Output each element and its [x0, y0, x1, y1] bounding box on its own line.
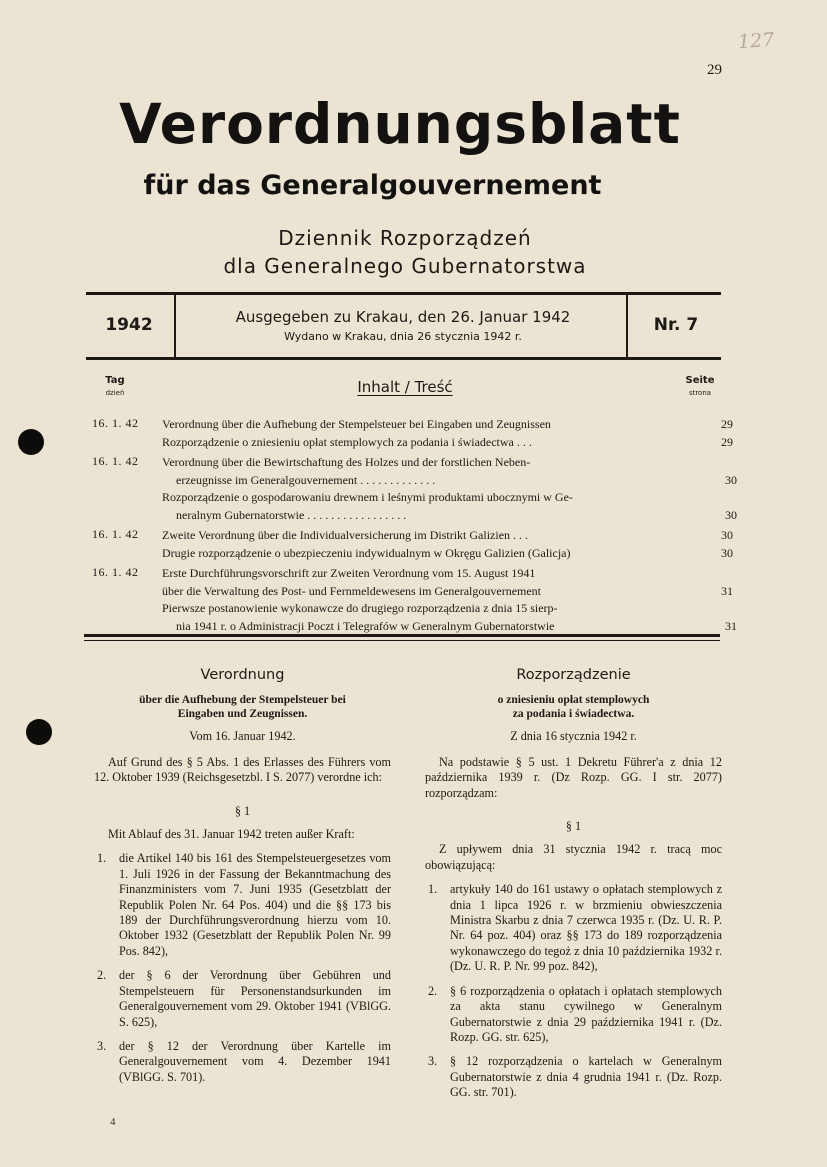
polish-subheading-line: o zniesieniu opłat stemplowych — [497, 694, 650, 707]
toc-entry-text: über die Verwaltung des Post- und Fernmeldewesens im Generalgouvernement — [162, 583, 542, 598]
issue-date-polish: Wydano w Krakau, dnia 26 stycznia 1942 r. — [284, 330, 522, 343]
toc-page-label: Seite — [685, 375, 715, 386]
toc-title: Inhalt / Treść — [357, 378, 453, 396]
polish-subheading — [425, 693, 722, 721]
divider — [174, 295, 176, 357]
divider — [626, 295, 628, 357]
toc-page-header — [680, 375, 720, 399]
german-paragraph-sign: § 1 — [234, 803, 251, 818]
list-item-number: 3. — [97, 1038, 107, 1053]
toc-entry-page: 30 — [721, 528, 733, 542]
handwritten-number: 127 — [737, 28, 775, 54]
polish-column — [425, 668, 722, 1110]
list-item — [425, 984, 722, 1046]
list-item-number: 1. — [97, 851, 107, 866]
toc-entry-text: neralnym Gubernatorstwie . . . . . . . . . . . . . . . . . — [176, 507, 407, 522]
toc-entry-line — [162, 545, 733, 563]
toc-entry-page: 29 — [721, 434, 733, 449]
list-item-text: die Artikel 140 bis 161 des Stempelsteuergesetzes vom 1. Juli 1926 in der Fassung der Bekanntmachung des Finanzministers vom 7. Juni 1935 (Gesetzblatt der Republik Polen Nr. 64 Pos. 404) und die §§ 173 bis 189 der Durchführungsverordnung hierzu vom 10. Oktober 1932 (Gesetzblatt der Republik Polen Nr. 99 Pos. 842), — [119, 851, 391, 958]
toc-entry-line — [162, 618, 737, 636]
toc-entry — [92, 565, 737, 635]
toc-entry-line — [162, 489, 707, 507]
german-subheading — [94, 693, 391, 721]
toc-day-label: Tag — [105, 375, 125, 386]
polish-date: Z dnia 16 stycznia 1942 r. — [510, 729, 637, 744]
german-heading: Verordnung — [200, 667, 285, 683]
toc-entry-line — [162, 507, 737, 525]
toc-entry-text: Verordnung über die Bewirtschaftung des Holzes und der forstlichen Neben- — [162, 455, 531, 469]
german-subheading-line: über die Aufhebung der Stempelsteuer bei — [139, 694, 346, 707]
toc-entry — [92, 454, 737, 524]
toc-entry — [92, 416, 733, 451]
german-subheading-line: Eingaben und Zeugnissen. — [177, 708, 308, 721]
toc-entry-text: erzeugnisse im Generalgouvernement . . . . . . . . . . . . . — [176, 472, 436, 487]
polish-paragraph-sign: § 1 — [565, 819, 582, 834]
list-item-text: § 6 rozporządzenia o opłatach i opłatach stemplowych za akta stanu cywilnego w Generalnym Gubernatorstwie z dnia 29 października 1941 r. (Dz. Rozp. GG. str. 625), — [450, 983, 722, 1044]
toc-entry-page: 30 — [721, 545, 733, 560]
list-item — [94, 968, 391, 1030]
issue-year: 1942 — [105, 315, 153, 335]
toc-page-label-polish: strona — [688, 389, 712, 397]
list-item-text: der § 12 der Verordnung über Kartelle im Generalgouvernement vom 4. Dezember 1941 (VBlGG. S. 701). — [119, 1038, 391, 1084]
toc-entry-page: 30 — [725, 472, 737, 487]
footer-number: 4 — [110, 1116, 116, 1128]
punch-hole — [18, 429, 44, 455]
list-item-text: der § 6 der Verordnung über Gebühren und Stempelsteuern für Personenstandsurkunden im Generalgouvernement vom 29. Oktober 1941 (VBlGG. S. 625), — [119, 968, 391, 1029]
list-item-number: 2. — [428, 983, 438, 998]
list-item-text: § 12 rozporządzenia o kartelach w Generalnym Gubernatorstwie z dnia 4 grudnia 1941 r. (Dz. Rozp. GG. str. 701). — [450, 1054, 722, 1100]
toc-entry-text: Pierwsze postanowienie wykonawcze do drugiego rozporządzenia z dnia 15 sierp- — [162, 601, 558, 615]
issue-bar — [86, 292, 721, 360]
polish-subheading-line: za podania i świadectwa. — [512, 708, 635, 721]
toc-entry-line — [162, 583, 733, 601]
toc-entry-line — [162, 472, 737, 490]
toc-entry-page: 31 — [721, 583, 733, 598]
issue-date-german: Ausgegeben zu Krakau, den 26. Januar 1942 — [235, 308, 571, 326]
toc-entry-line — [162, 600, 707, 618]
german-item-list — [94, 851, 391, 1085]
german-lead: Mit Ablauf des 31. Januar 1942 treten außer Kraft: — [108, 827, 355, 842]
issue-number: Nr. 7 — [653, 315, 699, 335]
punch-hole — [26, 719, 52, 745]
toc-entry-text: Drugie rozporządzenie o ubezpieczeniu indywidualnym w Okręgu Galizien (Galicja) — [162, 545, 571, 560]
german-intro: Auf Grund des § 5 Abs. 1 des Erlasses des Führers vom 12. Oktober 1939 (Reichsgesetzbl. I S. 2077) verordne ich: — [94, 754, 391, 785]
table-of-contents — [92, 416, 737, 638]
masthead-polish-line-2: dla Generalnego Gubernatorstwa — [223, 254, 587, 278]
page-number: 29 — [707, 62, 722, 78]
list-item — [425, 1054, 722, 1100]
toc-entry-text: Erste Durchführungsvorschrift zur Zweiten Verordnung vom 15. August 1941 — [162, 566, 536, 580]
toc-entry-line — [162, 454, 707, 472]
german-column — [94, 668, 391, 1094]
toc-entry-date: 16. 1. 42 — [92, 527, 139, 541]
polish-lead: Z upływem dnia 31 stycznia 1942 r. tracą moc obowiązującą: — [425, 842, 722, 872]
toc-entry-text: Rozporządzenie o zniesieniu opłat stemplowych za podania i świadectwa . . . — [162, 434, 532, 449]
toc-entry-text: Rozporządzenie o gospodarowaniu drewnem i leśnymi produktami ubocznymi w Ge- — [162, 490, 573, 504]
toc-entry-page: 31 — [725, 618, 737, 633]
list-item-text: artykuły 140 do 161 ustawy o opłatach stemplowych z dnia 1 lipca 1926 r. w brzmieniu obwieszczenia Ministra Skarbu z dnia 7 czerwca 1935 r. (Dz. U. R. P. Nr. 64 poz. 404) oraz §§ 173 do 189 rozporządzenia wykonawczego do tegoż z dnia 10 października 1932 r. (Dz. U. R. P. Nr. 99 poz. 842), — [450, 882, 722, 974]
toc-day-label-polish: dzień — [105, 389, 125, 397]
list-item — [94, 1039, 391, 1085]
toc-entry-page: 30 — [725, 507, 737, 522]
toc-entry-text: nia 1941 r. o Administracji Poczt i Telegrafów w Generalnym Gubernatorstwie — [176, 618, 555, 633]
polish-item-list — [425, 882, 722, 1100]
masthead-polish-line-1: Dziennik Rozporządzeń — [278, 226, 532, 250]
toc-entry-line — [162, 565, 707, 583]
toc-entry-date: 16. 1. 42 — [92, 416, 139, 430]
toc-entry-line — [162, 527, 733, 545]
polish-heading: Rozporządzenie — [516, 667, 631, 683]
toc-entry-text: Verordnung über die Aufhebung der Stempelsteuer bei Eingaben und Zeugnissen — [162, 417, 551, 431]
list-item-number: 1. — [428, 882, 438, 897]
toc-entry-date: 16. 1. 42 — [92, 454, 139, 468]
masthead-title: Verordnungsblatt — [119, 92, 681, 156]
toc-entry — [92, 527, 733, 562]
list-item — [425, 882, 722, 974]
toc-entry-page: 29 — [721, 417, 733, 431]
masthead-subtitle: für das Generalgouvernement — [143, 170, 602, 201]
polish-intro: Na podstawie § 5 ust. 1 Dekretu Führer'a z dnia 12 października 1939 r. (Dz Rozp. GG. I str. 2077) rozporządzam: — [425, 754, 722, 800]
separator-rule — [84, 634, 720, 637]
toc-entry-text: Zweite Verordnung über die Individualversicherung im Distrikt Galizien . . . — [162, 528, 529, 542]
toc-entry-line — [162, 434, 733, 452]
list-item — [94, 851, 391, 959]
separator-rule — [84, 640, 720, 641]
toc-day-header — [92, 375, 138, 399]
list-item-number: 2. — [97, 968, 107, 983]
toc-entry-date: 16. 1. 42 — [92, 565, 139, 579]
toc-entry-line — [162, 416, 733, 434]
list-item-number: 3. — [428, 1054, 438, 1069]
german-date: Vom 16. Januar 1942. — [189, 729, 296, 744]
